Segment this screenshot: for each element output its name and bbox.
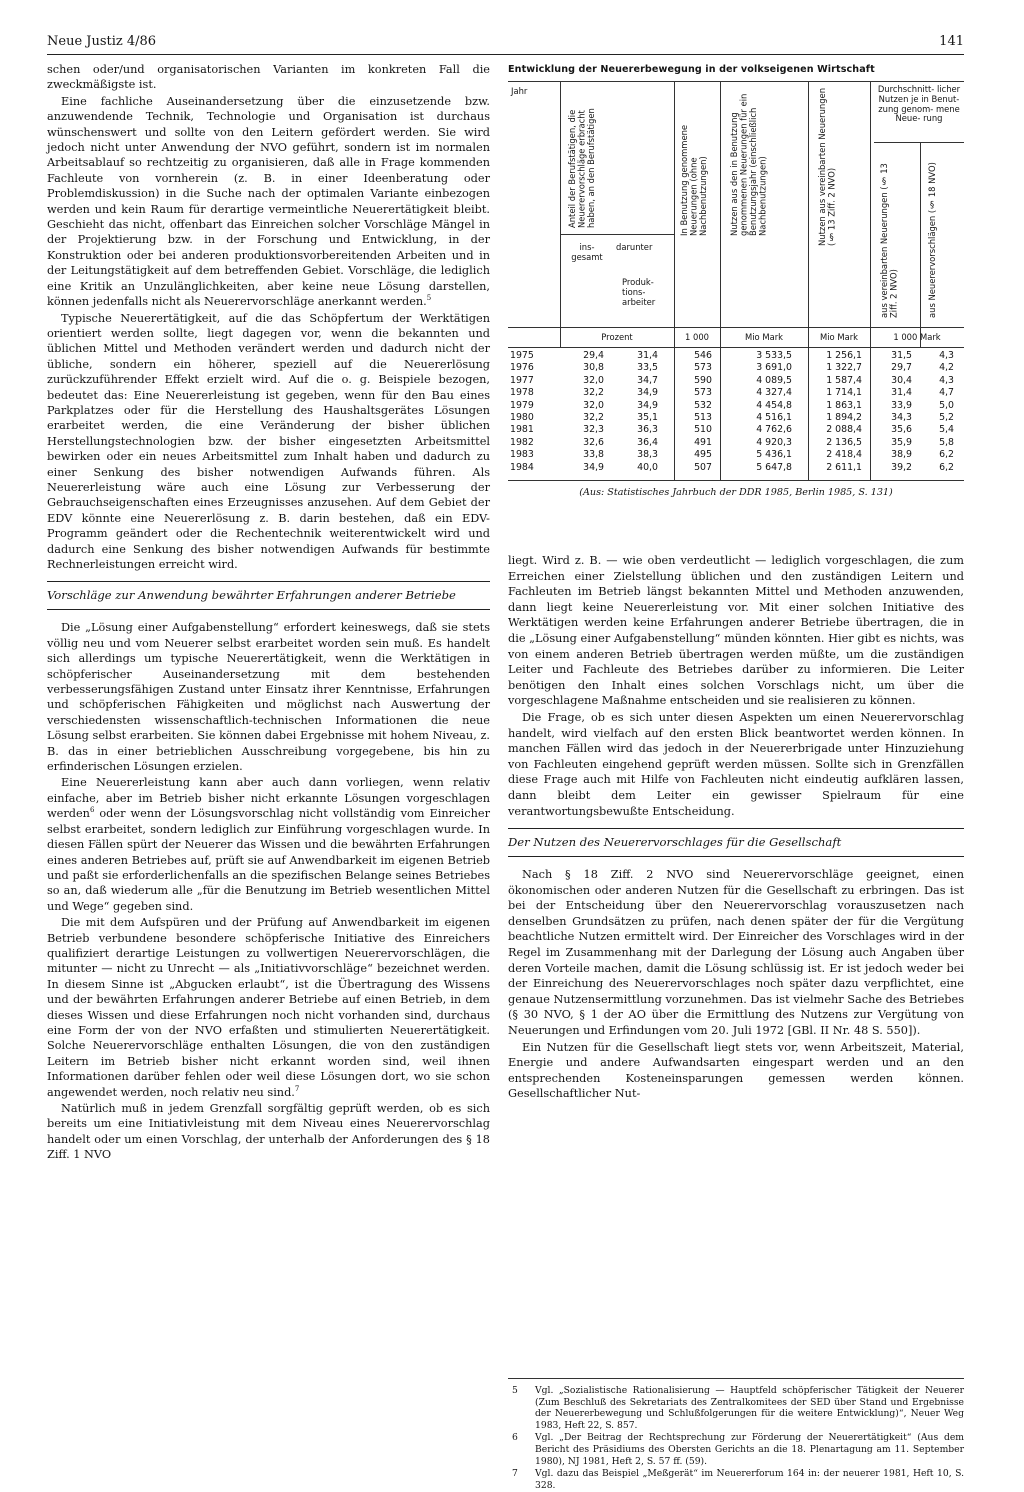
table-cell: 1975: [510, 350, 534, 361]
table-cell: 4,7: [939, 387, 954, 399]
table-cell: 4 089,5: [756, 374, 792, 386]
table-cell: 32,2: [583, 411, 604, 423]
header-production-workers: Produk- tions- arbeiter: [622, 277, 656, 307]
table-cell: 5,8: [939, 436, 954, 448]
footnote-text: Vgl. „Sozialistische Rationalisierung — Hauptfeld schöpferischer Tätigkeit der Neuerer (Zum Beschluß des Sekretariats des Zentralkomitees der SED über Stand und Ergebnisse der Neuererbewegung und Schlußfolgerungen für die weitere Entwicklung)“, Neuer Weg 1983, Heft 22, S. 857.: [535, 1385, 964, 1431]
table-cell: 1977: [510, 374, 534, 386]
table-cell: 32,0: [583, 374, 604, 386]
paragraph-text: Die mit dem Aufspüren und der Prüfung auf Anwendbarkeit im eigenen Betrieb verbundene besondere schöpferische Initiative des Einreichers qualifiziert derartige Leistungen zu vollwertigen Neuerervorschlägen, die mitunter — nicht zu Unrecht — als „Initiativvorschläge“ bezeichnet werden. In diesem Sinne ist „Abgucken erlaubt“, ist die Übertragung des Wissens und der bewährten Erfahrungen anderer Betriebe auf einen Betrieb, in dem dieses Wissen und diese Erfahrungen noch nicht vorhanden sind, durchaus eine Form der von der NVO erfaßten und stimulierten Neuerertätigkeit. Solche Neuerervorschläge enthalten Lösungen, die von den zuständigen Leitern im Betrieb bisher nicht erkannt worden sind, weil ihnen Informationen darüber fehlen oder weil diese Lösungen dort, wo sie schon angewendet werden, noch relativ neu sind.: [47, 916, 490, 1099]
paragraph: Typische Neuerertätigkeit, auf die das Schöpfertum der Werktätigen orientiert werden sollte, liegt dagegen vor, wenn die bekannten und üblichen Mittel und Methoden verändert werden und dadurch nicht der übliche, sondern ein höherer, speziell auf die Neuererlösung zurückzuführender Effekt erzielt wird. Auf die o. g. Beispiele bezogen, bedeutet das: Eine Neuererleistung ist gegeben, wenn für den Bau eines Parkplatzes oder für die Herstellung des Haushaltsgerätes Lösungen erarbeitet werden, die eine Veränderung der bisher üblichen Herstellungstechnologien bzw. der bisher eingesetzten Arbeitsmittel bewirken oder ein neues Arbeitsmittel zum Inhalt haben und dadurch zu einer Senkung des bisher notwendigen Aufwands führen. Als Neuererleistung wäre auch eine Lösung zur Verbesserung der Gebrauchseigenschaften eines Erzeugnisses anzusehen. Auf dem Gebiet der EDV könnte eine Neuererlösung z. B. darin bestehen, daß ein EDV-Programm geändert oder die Rechentechnik weiterentwickelt wird und dadurch eine Senkung des bisher notwendigen Aufwands für bestimmte Rechnerleistungen erreicht wird.: [47, 311, 490, 571]
footnote-number: 6: [512, 1432, 518, 1444]
table-cell: 30,4: [891, 374, 912, 386]
header-among: darunter: [616, 242, 653, 252]
table-cell: 34,7: [637, 374, 658, 386]
table-cell: 32,0: [583, 399, 604, 411]
table-cell: 532: [694, 399, 712, 411]
table-cell: 1984: [510, 461, 534, 473]
table-cell: 3 691,0: [756, 362, 792, 374]
footnote-ref: 6: [89, 806, 95, 815]
table-cell: 39,2: [891, 461, 912, 473]
table-cell: 573: [694, 362, 712, 374]
paragraph: Ein Nutzen für die Gesellschaft liegt stets vor, wenn Arbeitszeit, Material, Energie und andere Aufwandsarten eingespart werden und an den entsprechenden Kosteneinsparungen gemessen werden können. Gesellschaftlicher Nut-: [508, 1040, 964, 1101]
table-cell: 1 587,4: [826, 374, 862, 386]
table-cell: 31,4: [891, 387, 912, 399]
table-cell: 2 611,1: [826, 461, 862, 473]
table-cell: 5,0: [939, 399, 954, 411]
header-year: Jahr: [511, 86, 528, 96]
column-year: [510, 350, 534, 474]
table-cell: 4 516,1: [756, 411, 792, 423]
paragraph: Nach § 18 Ziff. 2 NVO sind Neuerervorschläge geeignet, einen ökonomischen oder anderen Nutzen für die Gesellschaft zu erbringen. Das ist bei der Entscheidung über den Neuerervorschlag vorauszusetzen nach denselben Grundsätzen zu prüfen, nach denen später der für die Vergütung beachtliche Nutzen ermittelt wird. Der Einreicher des Vorschlages wird in der Regel im Zusammenhang mit der Darlegung der Lösung auch Angaben über deren Vorteile machen, damit die Lösung schlüssig ist. Er ist jedoch weder bei der Einreichung des Neuerervorschlages noch später dazu verpflichtet, eine genaue Nutzensermittlung vorzunehmen. Das ist vielmehr Sache des Betriebes (§ 30 NVO, § 1 der AO über die Ermittlung des Nutzens zur Vergütung von Neuerungen und Erfindungen vom 20. Juli 1972 [GBl. II Nr. 48 S. 550]).: [508, 868, 964, 1038]
table-cell: 495: [694, 449, 712, 461]
header-total: ins- gesamt: [571, 242, 603, 262]
table-cell: 36,3: [637, 424, 658, 436]
header-avg-proposals: aus Neuerervorschlägen (§ 18 NVO): [927, 162, 937, 318]
paragraph: liegt. Wird z. B. — wie oben verdeutlicht — lediglich vorgeschlagen, die zum Erreichen einer Zielstellung üblichen und den zuständigen Leitern und Fachleuten im Betrieb längst bekannten Mittel und Methoden anzuwenden, dann liegt keine Neuererleistung vor. Mit einer solchen Initiative des Werktätigen werden keine Erfahrungen anderer Betriebe übertragen, die in die „Lösung einer Aufgabenstellung“ münden könnten. Hier gibt es nichts, was von einem anderen Betrieb übertragen werden müßte, um die zuständigen Leiter und Fachleute des Betriebes darüber zu informieren. Die Leiter benötigen den Inhalt eines solchen Vorschlags nicht, um über die vorgeschlagene Maßnahme entscheiden und sie realisieren zu können.: [508, 554, 964, 708]
table-cell: 5,2: [939, 411, 954, 423]
paragraph: Die Frage, ob es sich unter diesen Aspekten um einen Neuerervorschlag handelt, wird vielfach auf den ersten Blick beantwortet werden können. In manchen Fällen wird das jedoch in der Neuererbrigade unter Hinzuziehung von Fachleuten eingehend geprüft werden müssen. Sollte sich in Grenzfällen diese Frage auch mit Hilfe von Fachleuten nicht eindeutig aufklären lassen, dann bleibt dem Leiter ein gewisser Spielraum für eine verantwortungsbewußte Entscheidung.: [508, 710, 964, 818]
row-divider: [508, 327, 964, 328]
unit-thousand-mark: 1 000 Mark: [893, 332, 941, 342]
table-cell: 29,4: [583, 350, 604, 361]
table-cell: 5 436,1: [756, 449, 792, 461]
footnote-number: 5: [512, 1385, 518, 1396]
table-cell: 36,4: [637, 436, 658, 448]
column-avg-proposals: [928, 350, 954, 474]
header-avg-agreed: aus vereinbarten Neuerungen (§ 13 Ziff. 2 NVO): [879, 163, 899, 318]
table-cell: 1 322,7: [826, 362, 862, 374]
table-cell: 33,5: [637, 362, 658, 374]
table-header: [508, 81, 964, 348]
table-cell: 4,3: [939, 350, 954, 361]
table-cell: 590: [694, 374, 712, 386]
table-cell: 507: [694, 461, 712, 473]
column-divider: [720, 82, 721, 347]
header-share: Anteil der Berufstätigen, die Neuerervorschläge erbracht haben, an den Berufstätigen: [567, 108, 596, 228]
header-benefit-agreed: Nutzen aus vereinbarten Neuerungen (§ 13 Ziff. 2 NVO): [817, 87, 837, 246]
table-cell: 34,9: [583, 461, 604, 473]
column-avg-agreed: [878, 350, 912, 474]
table-cell: 33,8: [583, 449, 604, 461]
footnote-text: Vgl. dazu das Beispiel „Meßgerät“ im Neuererforum 164 in: der neuerer 1981, Heft 10, S. 328.: [535, 1468, 964, 1491]
paragraph: [47, 94, 490, 310]
table-cell: 40,0: [637, 461, 658, 473]
table-cell: 30,8: [583, 362, 604, 374]
right-column: [508, 553, 964, 1103]
column-divider: [808, 348, 809, 480]
table-cell: 513: [694, 411, 712, 423]
table-cell: 5 647,8: [756, 461, 792, 473]
table-body: [508, 348, 964, 481]
table-cell: 491: [694, 436, 712, 448]
table-cell: 31,5: [891, 350, 912, 361]
footnote: [508, 1468, 964, 1491]
column-divider: [808, 82, 809, 347]
header-average: Durchschnitt- licher Nutzen je in Benut- zung genom- mene Neue- rung: [877, 84, 961, 124]
table-cell: 2 088,4: [826, 424, 862, 436]
column-divider: [920, 142, 921, 347]
unit-thousand: 1 000: [685, 332, 709, 342]
left-column: [47, 62, 490, 1164]
table-cell: 32,6: [583, 436, 604, 448]
table-cell: 4 920,3: [756, 436, 792, 448]
table-cell: 35,6: [891, 424, 912, 436]
table-cell: 1 714,1: [826, 387, 862, 399]
column-divider: [674, 82, 675, 347]
table-cell: 35,1: [637, 411, 658, 423]
table-cell: 1 863,1: [826, 399, 862, 411]
table-cell: 546: [694, 350, 712, 361]
column-divider: [720, 348, 721, 480]
running-header: [47, 30, 964, 55]
table-cell: 33,9: [891, 399, 912, 411]
table-cell: 4,3: [939, 374, 954, 386]
footnote: [508, 1385, 964, 1431]
paragraph-text: Eine fachliche Auseinandersetzung über die einzusetzende bzw. anzuwendende Technik, Technologie und Organisation ist durchaus wünschenswert und sollte von den Leitern gefördert werden. Sie wird jedoch nicht unter Anwendung der NVO geführt, sondern ist im normalen Arbeitsablauf so rechtzeitig zu organisieren, daß alle in Frage kommenden Fachleute von vornherein (z. B. in einer Ideenberatung oder Problemdiskussion) in die Suche nach der optimalen Variante einbezogen werden und kein Raum für derartige vermeintliche Neuerertätigkeit bleibt. Geschieht das nicht, offenbart das Einreichen solcher Vorschläge Mängel in der Projektierung bzw. in der Forschung und Entwicklung, in der Konstruktion oder bei anderen produktionsvorbereitenden Arbeiten und in der Leitungstätigkeit auf dem betreffenden Gebiet. Vorschläge, die lediglich eine Kritik an Unzulänglichkeiten, aber keine neue Lösung darstellen, können jedenfalls nicht als Neuerervorschläge anerkannt werden.: [47, 94, 490, 309]
header-used: In Benutzung genommene Neuerungen (ohne Nachbenutzungen): [679, 124, 708, 236]
paragraph-text: Eine Neuererleistung kann aber auch dann vorliegen, wenn relativ einfache, aber im Betrieb bisher nicht erkannte Lösungen vorgeschlagen werden: [47, 776, 490, 821]
table-cell: 34,9: [637, 399, 658, 411]
page-number: 141: [939, 34, 964, 49]
column-divider: [870, 348, 871, 480]
column-divider: [870, 82, 871, 347]
unit-mio-mark: Mio Mark: [820, 332, 858, 342]
column-divider: [674, 348, 675, 480]
table-cell: 6,2: [939, 449, 954, 461]
section-heading: Der Nutzen des Neuerervorschlages für die Gesellschaft: [508, 828, 964, 857]
paragraph: schen oder/und organisatorischen Varianten im konkreten Fall die zweckmäßigste ist.: [47, 63, 490, 92]
table-cell: 4,2: [939, 362, 954, 374]
footnote-text: Vgl. „Der Beitrag der Rechtsprechung zur Förderung der Neuerertätigkeit“ (Aus dem Bericht des Präsidiums des Obersten Gerichts an die 18. Plenartagung am 11. September 1980), NJ 1981, Heft 2, S. 57 ff. (59).: [535, 1432, 964, 1467]
table-cell: 29,7: [891, 362, 912, 374]
column-benefit-agreed: [812, 350, 862, 474]
unit-mio-mark: Mio Mark: [745, 332, 783, 342]
table-cell: 4 454,8: [756, 399, 792, 411]
footnote-number: 7: [512, 1468, 518, 1480]
footnote-ref: 7: [294, 1084, 300, 1093]
footnotes: [508, 1378, 964, 1492]
section-heading: Vorschläge zur Anwendung bewährter Erfahrungen anderer Betriebe: [47, 581, 490, 610]
footnote: [508, 1432, 964, 1467]
table-cell: 1981: [510, 424, 534, 436]
table-cell: 5,4: [939, 424, 954, 436]
table-title: Entwicklung der Neuererbewegung in der volkseigenen Wirtschaft: [508, 64, 875, 75]
paragraph-text: oder wenn der Lösungsvorschlag nicht vollständig vom Einreicher selbst erarbeitet, sondern lediglich zur Einführung vorgeschlagen wurde. In diesen Fällen spürt der Neuerer das Wissen und die bewährten Erfahrungen eines anderen Betriebes auf, prüft sie auf Anwendbarkeit im eigenen Betrieb und paßt sie erforderlichenfalls an die spezifischen Belange seines Betriebes so an, daß wiederum alle „für die Benutzung im Betrieb wesentlichen Mittel und Wege“ gegeben sind.: [47, 807, 490, 913]
column-benefit-used: [730, 350, 792, 474]
column-share-total: [564, 350, 604, 474]
statistics-table: [508, 64, 964, 498]
row-divider: [560, 234, 674, 235]
table-cell: 6,2: [939, 461, 954, 473]
table-source: (Aus: Statistisches Jahrbuch der DDR 1985, Berlin 1985, S. 131): [579, 487, 893, 498]
table-cell: 38,9: [891, 449, 912, 461]
paragraph: [47, 775, 490, 914]
column-divider: [560, 82, 561, 347]
table-cell: 573: [694, 387, 712, 399]
table-cell: 1978: [510, 387, 534, 399]
table-cell: 1 894,2: [826, 411, 862, 423]
table-cell: 31,4: [637, 350, 658, 361]
table-cell: 1982: [510, 436, 534, 448]
column-share-prod: [616, 350, 658, 474]
table-cell: 2 418,4: [826, 449, 862, 461]
header-benefit-used: Nutzen aus den in Benutzung genommenen Neuerungen für ein Benutzungsjahr (einschließlich Nachbenutzungen): [729, 93, 768, 236]
table-cell: 4 327,4: [756, 387, 792, 399]
table-cell: 3 533,5: [756, 350, 792, 361]
table-cell: 1983: [510, 449, 534, 461]
row-divider: [874, 142, 964, 143]
table-cell: 32,3: [583, 424, 604, 436]
footnote-ref: 5: [426, 294, 432, 303]
table-cell: 32,2: [583, 387, 604, 399]
column-used: [680, 350, 712, 474]
table-cell: 34,3: [891, 411, 912, 423]
table-cell: 38,3: [637, 449, 658, 461]
table-cell: 1 256,1: [826, 350, 862, 361]
table-cell: 1976: [510, 362, 534, 374]
table-cell: 1979: [510, 399, 534, 411]
table-cell: 34,9: [637, 387, 658, 399]
unit-percent: Prozent: [601, 332, 633, 342]
paragraph: Natürlich muß in jedem Grenzfall sorgfältig geprüft werden, ob es sich bereits um eine Initiativleistung mit dem Niveau eines Neuerervorschlag handelt oder um einen Vorschlag, der unterhalb der Anforderungen des § 18 Ziff. 1 NVO: [47, 1102, 490, 1162]
table-cell: 4 762,6: [756, 424, 792, 436]
table-cell: 2 136,5: [826, 436, 862, 448]
journal-issue: Neue Justiz 4/86: [47, 34, 157, 49]
paragraph: [47, 915, 490, 1100]
table-cell: 510: [694, 424, 712, 436]
table-cell: 1980: [510, 411, 534, 423]
paragraph: Die „Lösung einer Aufgabenstellung“ erfordert keineswegs, daß sie stets völlig neu und vom Neuerer selbst erarbeitet worden sein muß. Es handelt sich allerdings um typische Neuerertätigkeit, wenn die Werktätigen in schöpferischer Auseinandersetzung mit dem bestehenden verbesserungsfähigen Zustand unter Einsatz ihrer Kenntnisse, Erfahrungen und schöpferischen Fähigkeiten und möglichst nach Auswertung der verschiedensten wissenschaftlich-technischen Informationen die neue Lösung selbst erarbeiten. Sie können dabei Ergebnisse mit hohem Niveau, z. B. das in einer betrieblichen Ausschreibung vorgegebene, bis hin zu erfinderischen Lösungen erzielen.: [47, 621, 490, 774]
table-cell: 35,9: [891, 436, 912, 448]
